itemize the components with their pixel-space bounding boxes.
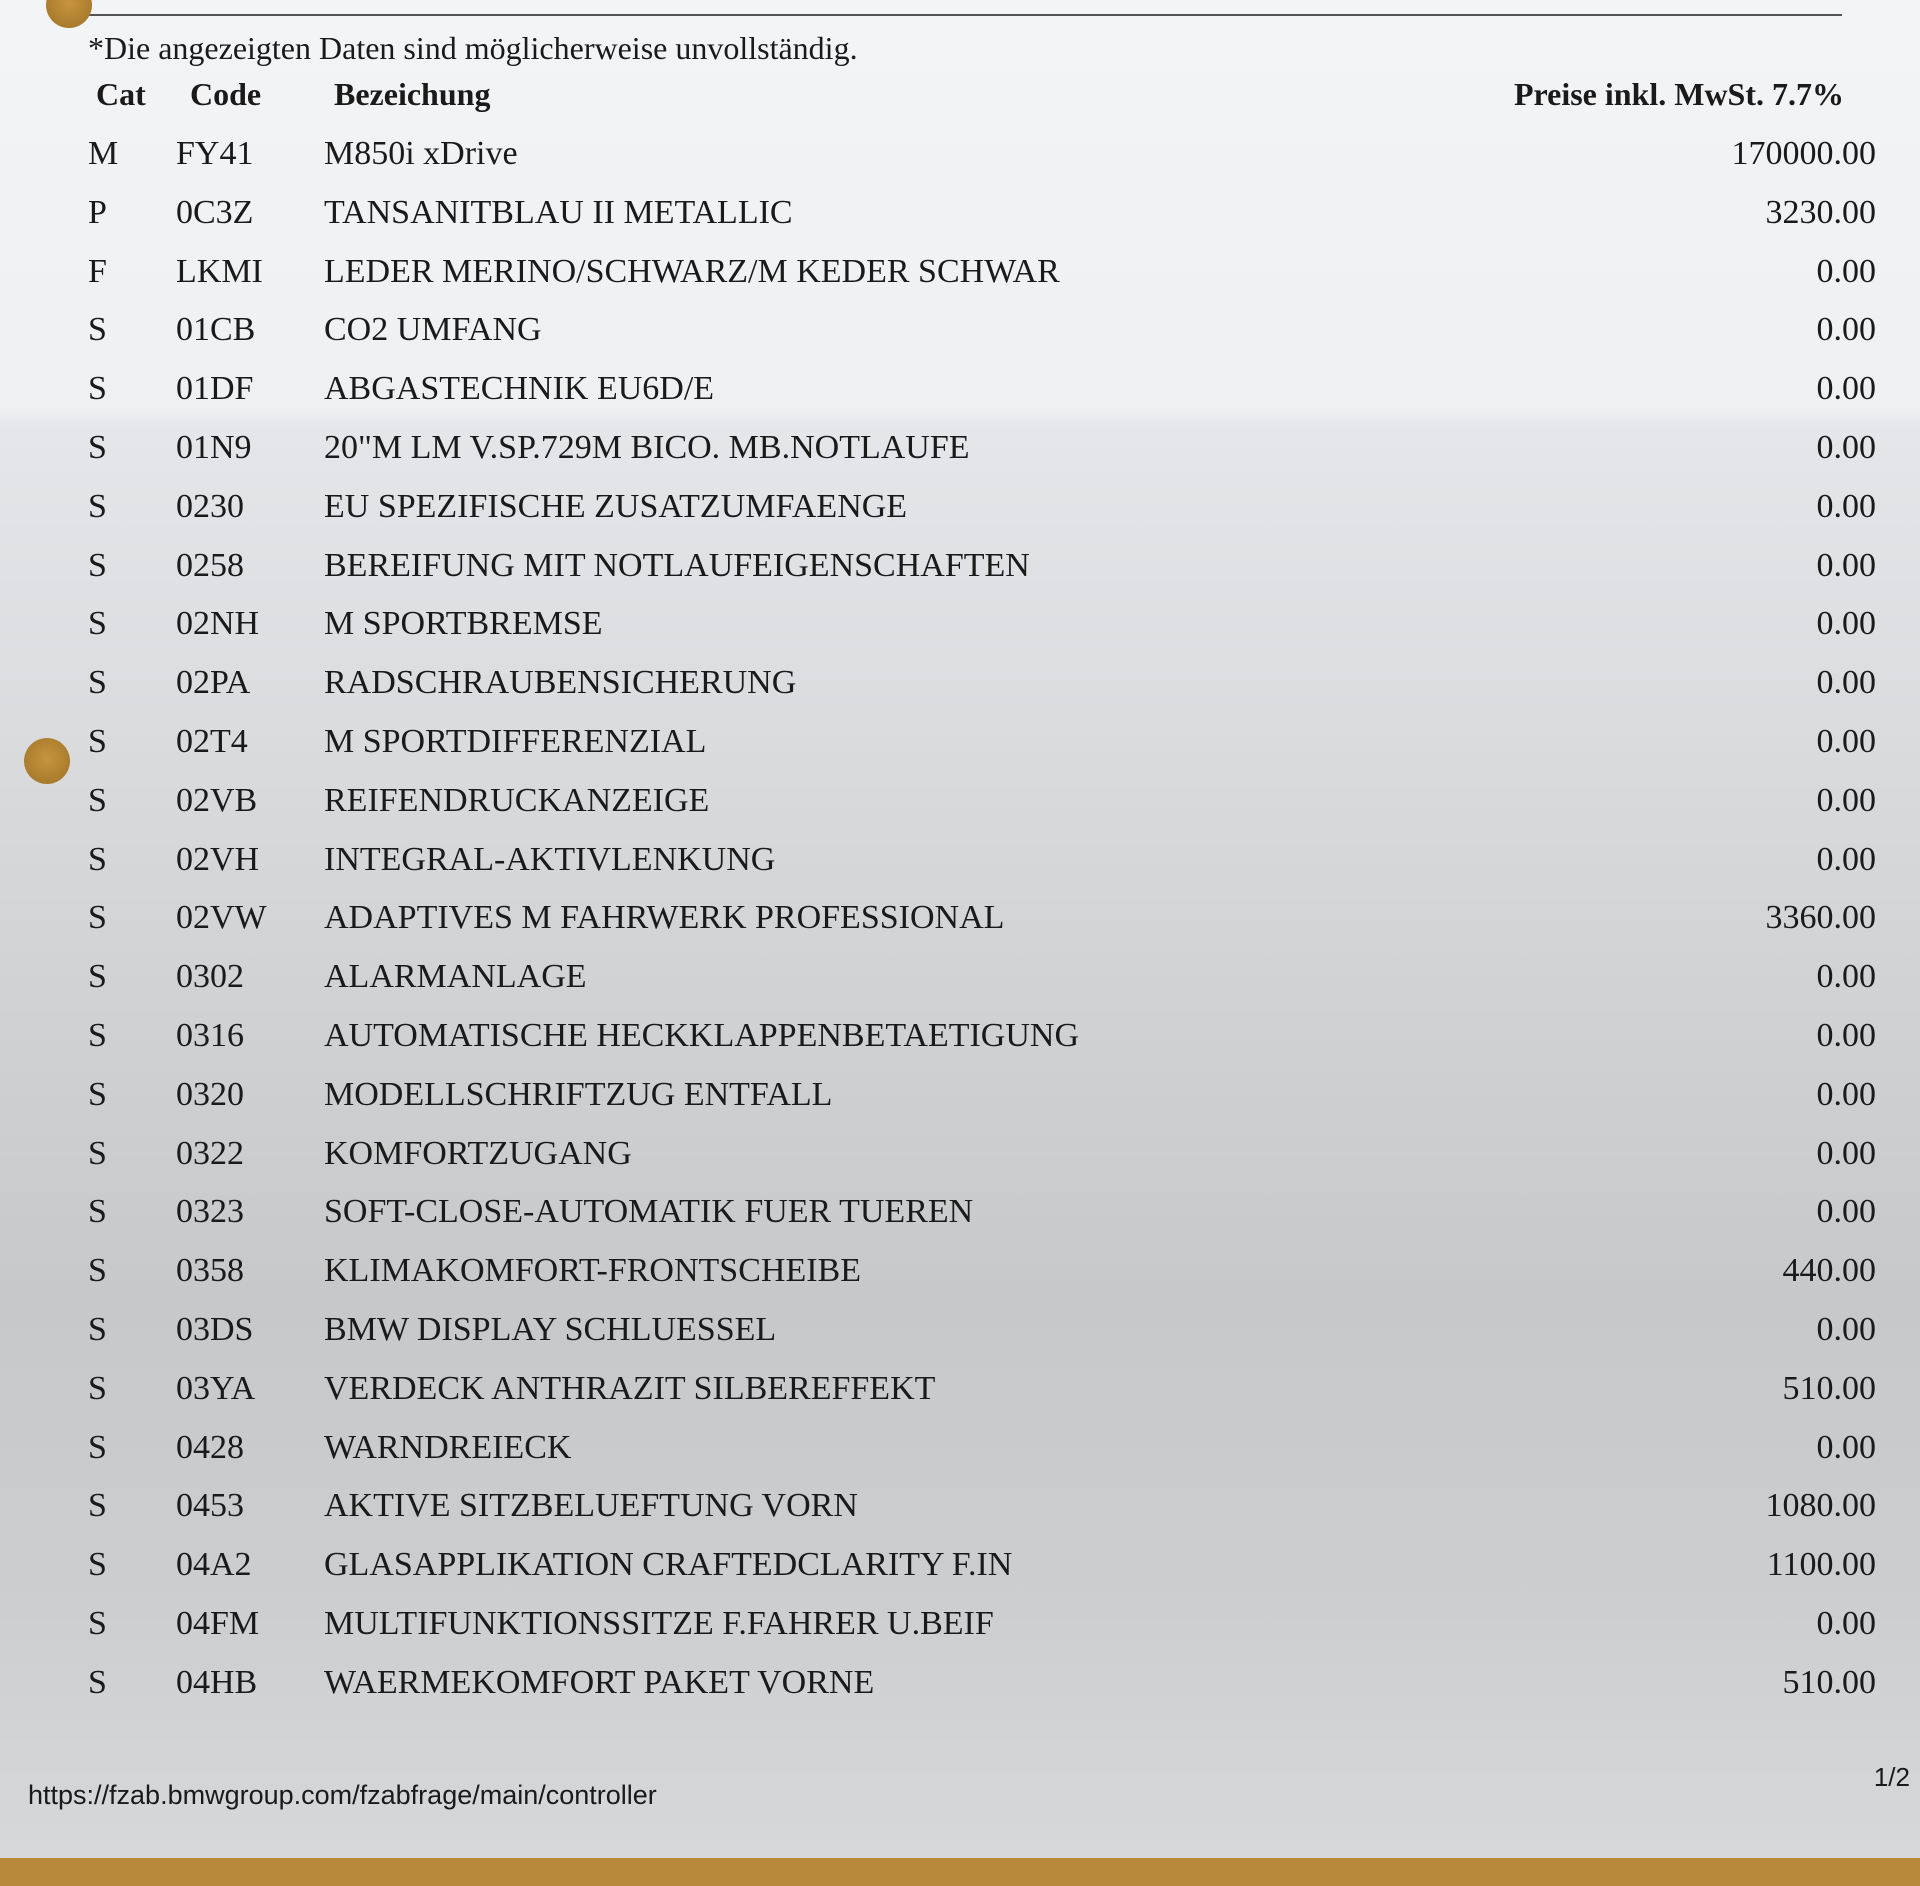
- row-code: 0230: [176, 487, 244, 525]
- row-price: 1080.00: [1765, 1487, 1876, 1525]
- table-row: [0, 1252, 1920, 1302]
- footer-url: https://fzab.bmwgroup.com/fzabfrage/main/controller: [28, 1780, 657, 1810]
- incomplete-data-note: *Die angezeigten Daten sind möglicherweise unvollständig.: [88, 30, 858, 66]
- row-code: 02NH: [176, 605, 260, 643]
- row-name: RADSCHRAUBENSICHERUNG: [324, 664, 797, 702]
- row-price: 0.00: [1816, 781, 1876, 819]
- table-row: [0, 547, 1920, 597]
- row-code: 03DS: [176, 1311, 254, 1348]
- row-name: M SPORTDIFFERENZIAL: [324, 723, 707, 760]
- row-code: 0322: [176, 1134, 244, 1172]
- table-row: [0, 664, 1920, 714]
- row-name: KOMFORTZUGANG: [324, 1134, 632, 1172]
- column-header-cat: Cat: [96, 76, 146, 112]
- row-price: 0.00: [1816, 605, 1876, 643]
- table-row: [0, 1193, 1920, 1243]
- row-price: 0.00: [1816, 840, 1876, 878]
- row-cat: S: [88, 1487, 107, 1525]
- row-price: 0.00: [1816, 1017, 1876, 1054]
- row-name: ALARMANLAGE: [324, 958, 587, 996]
- row-price: 170000.00: [1731, 135, 1876, 172]
- row-cat: S: [88, 487, 107, 525]
- row-code: 04A2: [176, 1546, 252, 1584]
- column-header-code: Code: [190, 76, 262, 112]
- row-price: 0.00: [1816, 664, 1876, 702]
- table-row: [0, 1546, 1920, 1596]
- table-row: [0, 958, 1920, 1008]
- row-code: 03YA: [176, 1369, 256, 1407]
- row-name: ABGASTECHNIK EU6D/E: [324, 370, 715, 408]
- table-row: [0, 1017, 1920, 1067]
- row-cat: S: [88, 899, 107, 937]
- row-name: VERDECK ANTHRAZIT SILBEREFFEKT: [324, 1369, 936, 1407]
- row-cat: S: [88, 1017, 107, 1054]
- table-row: [0, 488, 1920, 538]
- row-name: SOFT-CLOSE-AUTOMATIK FUER TUEREN: [324, 1193, 974, 1231]
- row-name: EU SPEZIFISCHE ZUSATZUMFAENGE: [324, 487, 908, 525]
- row-cat: S: [88, 311, 107, 349]
- table-row: [0, 1370, 1920, 1420]
- row-name: WAERMEKOMFORT PAKET VORNE: [324, 1663, 875, 1701]
- table-row: [0, 311, 1920, 361]
- row-code: 0428: [176, 1428, 244, 1466]
- row-name: BEREIFUNG MIT NOTLAUFEIGENSCHAFTEN: [324, 546, 1030, 584]
- row-code: 01CB: [176, 311, 256, 349]
- row-cat: P: [88, 193, 107, 231]
- row-price: 510.00: [1782, 1663, 1876, 1701]
- row-price: 0.00: [1816, 1605, 1876, 1642]
- row-name: MULTIFUNKTIONSSITZE F.FAHRER U.BEIF: [324, 1605, 994, 1642]
- table-row: [0, 253, 1920, 303]
- row-price: 0.00: [1816, 370, 1876, 408]
- row-cat: S: [88, 429, 107, 466]
- row-code: 0258: [176, 546, 244, 584]
- row-name: 20"M LM V.SP.729M BICO. MB.NOTLAUFE: [324, 429, 970, 466]
- table-row: [0, 841, 1920, 891]
- row-code: 0C3Z: [176, 193, 254, 231]
- row-code: FY41: [176, 135, 254, 172]
- row-code: 0453: [176, 1487, 244, 1525]
- table-row: [0, 429, 1920, 479]
- row-name: MODELLSCHRIFTZUG ENTFALL: [324, 1075, 833, 1113]
- row-code: 0316: [176, 1017, 244, 1054]
- column-header-bezeichnung: Bezeichung: [334, 76, 491, 112]
- column-header-price: Preise inkl. MwSt. 7.7%: [1513, 76, 1844, 112]
- row-code: 0302: [176, 958, 244, 996]
- row-code: 0320: [176, 1075, 244, 1113]
- row-name: TANSANITBLAU II METALLIC: [324, 193, 793, 231]
- row-name: KLIMAKOMFORT-FRONTSCHEIBE: [324, 1252, 861, 1290]
- row-cat: S: [88, 1605, 107, 1642]
- row-cat: M: [88, 135, 119, 172]
- row-price: 0.00: [1816, 1134, 1876, 1172]
- row-price: 3230.00: [1765, 193, 1876, 231]
- row-code: 02T4: [176, 723, 248, 760]
- row-code: 04FM: [176, 1605, 260, 1642]
- row-price: 0.00: [1816, 1311, 1876, 1348]
- row-cat: S: [88, 1075, 107, 1113]
- row-cat: S: [88, 1193, 107, 1231]
- row-code: 01DF: [176, 370, 254, 408]
- row-code: 0323: [176, 1193, 244, 1231]
- table-row: [0, 723, 1920, 773]
- row-cat: S: [88, 370, 107, 408]
- row-name: GLASAPPLIKATION CRAFTEDCLARITY F.IN: [324, 1546, 1013, 1584]
- row-name: CO2 UMFANG: [324, 311, 542, 349]
- row-name: INTEGRAL-AKTIVLENKUNG: [324, 840, 776, 878]
- table-row: [0, 1664, 1920, 1714]
- row-name: ADAPTIVES M FAHRWERK PROFESSIONAL: [324, 899, 1005, 937]
- row-code: 04HB: [176, 1663, 258, 1701]
- row-cat: S: [88, 1134, 107, 1172]
- row-name: BMW DISPLAY SCHLUESSEL: [324, 1311, 777, 1348]
- table-row: [0, 135, 1920, 185]
- row-price: 440.00: [1782, 1252, 1876, 1290]
- table-row: [0, 605, 1920, 655]
- row-cat: S: [88, 664, 107, 702]
- row-price: 1100.00: [1766, 1546, 1876, 1584]
- row-price: 0.00: [1816, 429, 1876, 466]
- row-price: 0.00: [1816, 958, 1876, 996]
- row-code: 0358: [176, 1252, 244, 1290]
- row-code: LKMI: [176, 252, 263, 290]
- row-cat: S: [88, 781, 107, 819]
- row-price: 0.00: [1816, 1193, 1876, 1231]
- table-row: [0, 1311, 1920, 1361]
- row-code: 01N9: [176, 429, 252, 466]
- row-cat: S: [88, 1428, 107, 1466]
- row-price: 0.00: [1816, 1428, 1876, 1466]
- row-code: 02VW: [176, 899, 267, 937]
- table-row: [0, 1135, 1920, 1185]
- table-row: [0, 1076, 1920, 1126]
- row-price: 3360.00: [1765, 899, 1876, 937]
- row-name: WARNDREIECK: [324, 1428, 572, 1466]
- row-cat: S: [88, 1311, 107, 1348]
- row-code: 02VH: [176, 840, 260, 878]
- row-price: 0.00: [1816, 311, 1876, 349]
- row-cat: S: [88, 1252, 107, 1290]
- row-cat: S: [88, 958, 107, 996]
- top-rule: [86, 14, 1842, 16]
- table-row: [0, 370, 1920, 420]
- row-price: 0.00: [1816, 487, 1876, 525]
- punch-hole: [46, 0, 92, 28]
- table-row: [0, 782, 1920, 832]
- row-cat: S: [88, 1546, 107, 1584]
- table-row: [0, 194, 1920, 244]
- row-cat: S: [88, 1663, 107, 1701]
- row-cat: S: [88, 546, 107, 584]
- row-price: 0.00: [1816, 252, 1876, 290]
- table-row: [0, 1605, 1920, 1655]
- row-price: 510.00: [1782, 1369, 1876, 1407]
- row-code: 02VB: [176, 781, 258, 819]
- row-name: M SPORTBREMSE: [324, 605, 603, 643]
- row-cat: S: [88, 605, 107, 643]
- row-price: 0.00: [1816, 1075, 1876, 1113]
- row-cat: S: [88, 723, 107, 760]
- table-row: [0, 1487, 1920, 1537]
- row-cat: F: [88, 252, 107, 290]
- row-cat: S: [88, 840, 107, 878]
- row-name: LEDER MERINO/SCHWARZ/M KEDER SCHWAR: [324, 252, 1060, 290]
- page-number: 1/2: [1873, 1762, 1910, 1792]
- table-row: [0, 1429, 1920, 1479]
- row-name: AKTIVE SITZBELUEFTUNG VORN: [324, 1487, 858, 1525]
- row-code: 02PA: [176, 664, 251, 702]
- row-name: M850i xDrive: [324, 135, 518, 172]
- row-name: REIFENDRUCKANZEIGE: [324, 781, 710, 819]
- row-cat: S: [88, 1369, 107, 1407]
- row-price: 0.00: [1816, 723, 1876, 760]
- row-price: 0.00: [1816, 546, 1876, 584]
- table-row: [0, 899, 1920, 949]
- row-name: AUTOMATISCHE HECKKLAPPENBETAETIGUNG: [324, 1017, 1080, 1054]
